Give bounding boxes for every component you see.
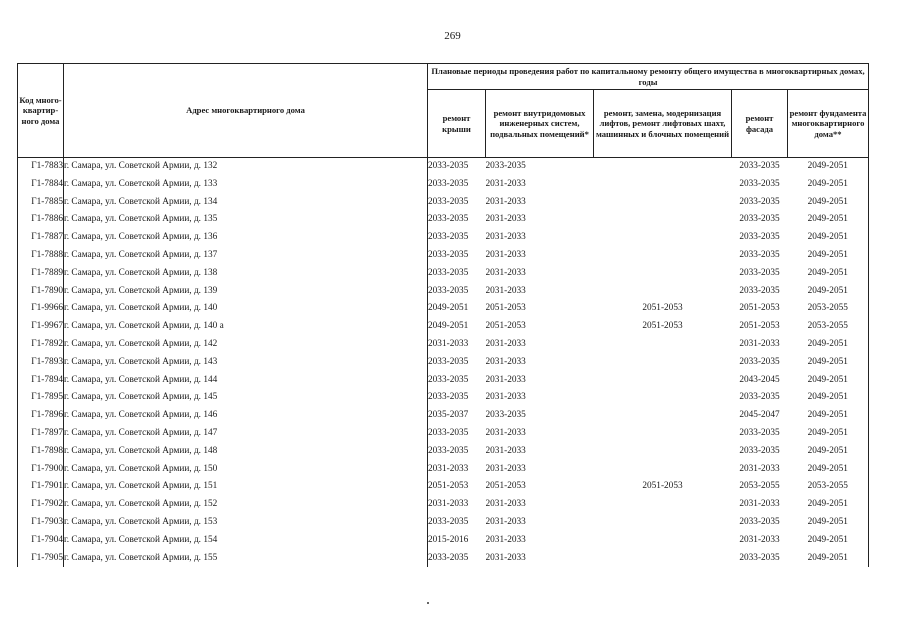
cell-foundation: 2049-2051 — [788, 372, 869, 390]
cell-address: г. Самара, ул. Советской Армии, д. 138 — [64, 265, 428, 283]
cell-foundation: 2049-2051 — [788, 247, 869, 265]
table-row — [18, 514, 869, 532]
cell-code: Г1-7890 — [18, 283, 64, 301]
cell-lifts — [594, 461, 732, 479]
cell-foundation: 2049-2051 — [788, 283, 869, 301]
cell-code: Г1-7898 — [18, 443, 64, 461]
page-number: 269 — [444, 30, 461, 42]
cell-roof: 2033-2035 — [428, 283, 486, 301]
cell-lifts — [594, 229, 732, 247]
cell-lifts — [594, 194, 732, 212]
header-periods-group: Плановые периоды проведения работ по капитальному ремонту общего имущества в многоквартирных домах, годы — [428, 64, 869, 90]
table-row — [18, 247, 869, 265]
cell-facade: 2033-2035 — [739, 285, 780, 296]
cell-roof: 2031-2033 — [428, 336, 486, 354]
header-lifts: ремонт, замена, модернизация лифтов, ремонт лифтовых шахт, машинных и блочных помещений — [594, 90, 732, 158]
cell-address: г. Самара, ул. Советской Армии, д. 142 — [64, 336, 428, 354]
cell-engineering: 2031-2033 — [485, 445, 526, 456]
cell-code: Г1-7886 — [18, 211, 64, 229]
cell-foundation: 2049-2051 — [788, 443, 869, 461]
cell-code: Г1-7901 — [18, 478, 64, 496]
cell-facade: 2031-2033 — [739, 534, 780, 545]
cell-address: г. Самара, ул. Советской Армии, д. 151 — [64, 478, 428, 496]
table-row — [18, 389, 869, 407]
cell-engineering: 2031-2033 — [485, 267, 526, 278]
cell-foundation: 2049-2051 — [788, 425, 869, 443]
cell-lifts: 2051-2053 — [642, 321, 683, 332]
cell-facade: 2033-2035 — [739, 214, 780, 225]
cell-foundation: 2049-2051 — [788, 211, 869, 229]
table-row — [18, 532, 869, 550]
cell-lifts — [594, 532, 732, 550]
cell-roof: 2033-2035 — [428, 229, 486, 247]
cell-engineering: 2031-2033 — [485, 178, 526, 189]
cell-foundation: 2053-2055 — [788, 318, 869, 336]
cell-foundation: 2049-2051 — [788, 158, 869, 176]
repair-schedule-table — [17, 63, 869, 567]
cell-engineering: 2031-2033 — [485, 338, 526, 349]
cell-address: г. Самара, ул. Советской Армии, д. 137 — [64, 247, 428, 265]
cell-address: г. Самара, ул. Советской Армии, д. 135 — [64, 211, 428, 229]
cell-address: г. Самара, ул. Советской Армии, д. 145 — [64, 389, 428, 407]
cell-address: г. Самара, ул. Советской Армии, д. 134 — [64, 194, 428, 212]
cell-code: Г1-7896 — [18, 407, 64, 425]
cell-address: г. Самара, ул. Советской Армии, д. 133 — [64, 176, 428, 194]
cell-facade: 2033-2035 — [739, 445, 780, 456]
scan-speck — [427, 602, 429, 604]
cell-facade: 2031-2033 — [739, 499, 780, 510]
cell-code: Г1-7883 — [18, 158, 64, 176]
cell-address: г. Самара, ул. Советской Армии, д. 155 — [64, 550, 428, 568]
cell-lifts — [594, 372, 732, 390]
cell-code: Г1-7885 — [18, 194, 64, 212]
cell-address: г. Самара, ул. Советской Армии, д. 152 — [64, 496, 428, 514]
cell-lifts — [594, 425, 732, 443]
cell-lifts — [594, 247, 732, 265]
header-facade: ремонт фасада — [732, 90, 788, 158]
cell-address: г. Самара, ул. Советской Армии, д. 132 — [64, 158, 428, 176]
cell-facade: 2033-2035 — [739, 552, 780, 563]
cell-foundation: 2049-2051 — [788, 532, 869, 550]
cell-foundation: 2049-2051 — [788, 514, 869, 532]
cell-roof: 2033-2035 — [428, 550, 486, 568]
cell-code: Г1-7893 — [18, 354, 64, 372]
cell-address: г. Самара, ул. Советской Армии, д. 148 — [64, 443, 428, 461]
table-row — [18, 443, 869, 461]
table-row — [18, 158, 869, 176]
cell-foundation: 2049-2051 — [788, 336, 869, 354]
cell-foundation: 2049-2051 — [788, 354, 869, 372]
table-row — [18, 407, 869, 425]
cell-engineering: 2031-2033 — [485, 249, 526, 260]
cell-lifts — [594, 407, 732, 425]
cell-code: Г1-7902 — [18, 496, 64, 514]
cell-lifts — [594, 265, 732, 283]
cell-facade: 2045-2047 — [739, 410, 780, 421]
cell-roof: 2033-2035 — [428, 443, 486, 461]
cell-roof: 2051-2053 — [428, 478, 486, 496]
cell-code: Г1-9967 — [18, 318, 64, 336]
cell-roof: 2031-2033 — [428, 461, 486, 479]
cell-address: г. Самара, ул. Советской Армии, д. 140 а — [64, 318, 428, 336]
table-row — [18, 194, 869, 212]
cell-lifts — [594, 443, 732, 461]
cell-address: г. Самара, ул. Советской Армии, д. 139 — [64, 283, 428, 301]
cell-facade: 2031-2033 — [739, 463, 780, 474]
cell-lifts: 2051-2053 — [642, 303, 683, 314]
cell-roof: 2033-2035 — [428, 372, 486, 390]
cell-foundation: 2053-2055 — [788, 300, 869, 318]
cell-facade: 2033-2035 — [732, 158, 788, 176]
cell-code: Г1-7895 — [18, 389, 64, 407]
cell-engineering: 2031-2033 — [485, 374, 526, 385]
cell-lifts — [594, 211, 732, 229]
cell-engineering: 2051-2053 — [485, 481, 526, 492]
table-row — [18, 354, 869, 372]
cell-facade: 2043-2045 — [739, 374, 780, 385]
table-row — [18, 300, 869, 318]
cell-roof: 2033-2035 — [428, 425, 486, 443]
cell-engineering: 2031-2033 — [485, 427, 526, 438]
cell-foundation: 2049-2051 — [788, 407, 869, 425]
cell-address: г. Самара, ул. Советской Армии, д. 147 — [64, 425, 428, 443]
cell-roof: 2033-2035 — [428, 176, 486, 194]
cell-foundation: 2049-2051 — [788, 265, 869, 283]
table-row — [18, 283, 869, 301]
cell-roof: 2033-2035 — [428, 354, 486, 372]
header-roof: ремонт крыши — [428, 90, 486, 158]
cell-code: Г1-7904 — [18, 532, 64, 550]
cell-address: г. Самара, ул. Советской Армии, д. 150 — [64, 461, 428, 479]
cell-roof: 2033-2035 — [428, 514, 486, 532]
cell-engineering: 2033-2035 — [486, 158, 594, 176]
cell-engineering: 2031-2033 — [485, 516, 526, 527]
cell-code: Г1-7892 — [18, 336, 64, 354]
cell-code: Г1-7897 — [18, 425, 64, 443]
cell-engineering: 2051-2053 — [485, 321, 526, 332]
cell-engineering: 2033-2035 — [485, 410, 526, 421]
cell-engineering: 2051-2053 — [485, 303, 526, 314]
cell-foundation: 2049-2051 — [788, 461, 869, 479]
cell-lifts — [594, 550, 732, 568]
cell-address: г. Самара, ул. Советской Армии, д. 136 — [64, 229, 428, 247]
table-row — [18, 478, 869, 496]
cell-roof: 2033-2035 — [428, 265, 486, 283]
cell-roof: 2033-2035 — [428, 211, 486, 229]
cell-address: г. Самара, ул. Советской Армии, д. 154 — [64, 532, 428, 550]
cell-facade: 2033-2035 — [739, 232, 780, 243]
cell-foundation: 2053-2055 — [788, 478, 869, 496]
cell-foundation: 2049-2051 — [788, 496, 869, 514]
table-row — [18, 461, 869, 479]
cell-facade: 2033-2035 — [739, 178, 780, 189]
cell-engineering: 2031-2033 — [485, 392, 526, 403]
table-row — [18, 496, 869, 514]
cell-facade: 2051-2053 — [739, 321, 780, 332]
cell-engineering: 2031-2033 — [485, 285, 526, 296]
table-row — [18, 336, 869, 354]
cell-lifts — [594, 389, 732, 407]
header-address: Адрес многоквартирного дома — [64, 64, 428, 158]
cell-address: г. Самара, ул. Советской Армии, д. 153 — [64, 514, 428, 532]
cell-engineering: 2031-2033 — [485, 534, 526, 545]
cell-roof: 2015-2016 — [428, 532, 486, 550]
cell-roof: 2033-2035 — [428, 158, 486, 176]
cell-facade: 2033-2035 — [739, 267, 780, 278]
cell-address: г. Самара, ул. Советской Армии, д. 140 — [64, 300, 428, 318]
cell-code: Г1-7889 — [18, 265, 64, 283]
cell-code: Г1-7888 — [18, 247, 64, 265]
cell-roof: 2035-2037 — [428, 407, 486, 425]
cell-code: Г1-7905 — [18, 550, 64, 568]
table-row — [18, 318, 869, 336]
cell-engineering: 2031-2033 — [485, 196, 526, 207]
cell-engineering: 2031-2033 — [485, 463, 526, 474]
cell-foundation: 2049-2051 — [788, 194, 869, 212]
cell-facade: 2053-2055 — [739, 481, 780, 492]
cell-code: Г1-7900 — [18, 461, 64, 479]
table-row — [18, 372, 869, 390]
table-row — [18, 550, 869, 568]
cell-code: Г1-7887 — [18, 229, 64, 247]
cell-lifts: 2051-2053 — [642, 481, 683, 492]
table-row — [18, 229, 869, 247]
cell-code: Г1-7884 — [18, 176, 64, 194]
cell-lifts — [594, 158, 732, 176]
cell-roof: 2033-2035 — [428, 194, 486, 212]
cell-lifts — [594, 283, 732, 301]
cell-roof: 2031-2033 — [428, 496, 486, 514]
cell-engineering: 2031-2033 — [485, 499, 526, 510]
header-engineering: ремонт внутридомовых инженерных систем, подвальных помещений* — [486, 90, 594, 158]
cell-facade: 2033-2035 — [739, 516, 780, 527]
cell-roof: 2049-2051 — [428, 300, 486, 318]
header-foundation: ремонт фундамента многоквартирного дома** — [788, 90, 869, 158]
cell-lifts — [594, 496, 732, 514]
cell-roof: 2049-2051 — [428, 318, 486, 336]
cell-code: Г1-7894 — [18, 372, 64, 390]
table-header — [18, 64, 869, 158]
cell-facade: 2051-2053 — [739, 303, 780, 314]
cell-foundation: 2049-2051 — [788, 176, 869, 194]
cell-lifts — [594, 336, 732, 354]
table-body — [18, 158, 869, 568]
cell-address: г. Самара, ул. Советской Армии, д. 144 — [64, 372, 428, 390]
cell-roof: 2033-2035 — [428, 389, 486, 407]
cell-address: г. Самара, ул. Советской Армии, д. 143 — [64, 354, 428, 372]
cell-foundation: 2049-2051 — [788, 389, 869, 407]
cell-foundation: 2049-2051 — [788, 229, 869, 247]
table-row — [18, 176, 869, 194]
cell-code: Г1-9966 — [18, 300, 64, 318]
cell-facade: 2033-2035 — [739, 356, 780, 367]
cell-engineering: 2031-2033 — [485, 232, 526, 243]
cell-address: г. Самара, ул. Советской Армии, д. 146 — [64, 407, 428, 425]
cell-foundation: 2049-2051 — [788, 550, 869, 568]
cell-facade: 2033-2035 — [739, 196, 780, 207]
cell-lifts — [594, 176, 732, 194]
cell-code: Г1-7903 — [18, 514, 64, 532]
cell-engineering: 2031-2033 — [485, 552, 526, 563]
cell-facade: 2031-2033 — [739, 338, 780, 349]
header-code: Код много-квартир-ного дома — [18, 64, 64, 158]
cell-facade: 2033-2035 — [739, 392, 780, 403]
cell-facade: 2033-2035 — [739, 249, 780, 260]
cell-lifts — [594, 354, 732, 372]
cell-engineering: 2031-2033 — [485, 356, 526, 367]
cell-engineering: 2031-2033 — [485, 214, 526, 225]
cell-facade: 2033-2035 — [739, 427, 780, 438]
cell-lifts — [594, 514, 732, 532]
cell-roof: 2033-2035 — [428, 247, 486, 265]
table-row — [18, 265, 869, 283]
table-row — [18, 425, 869, 443]
table-row — [18, 211, 869, 229]
